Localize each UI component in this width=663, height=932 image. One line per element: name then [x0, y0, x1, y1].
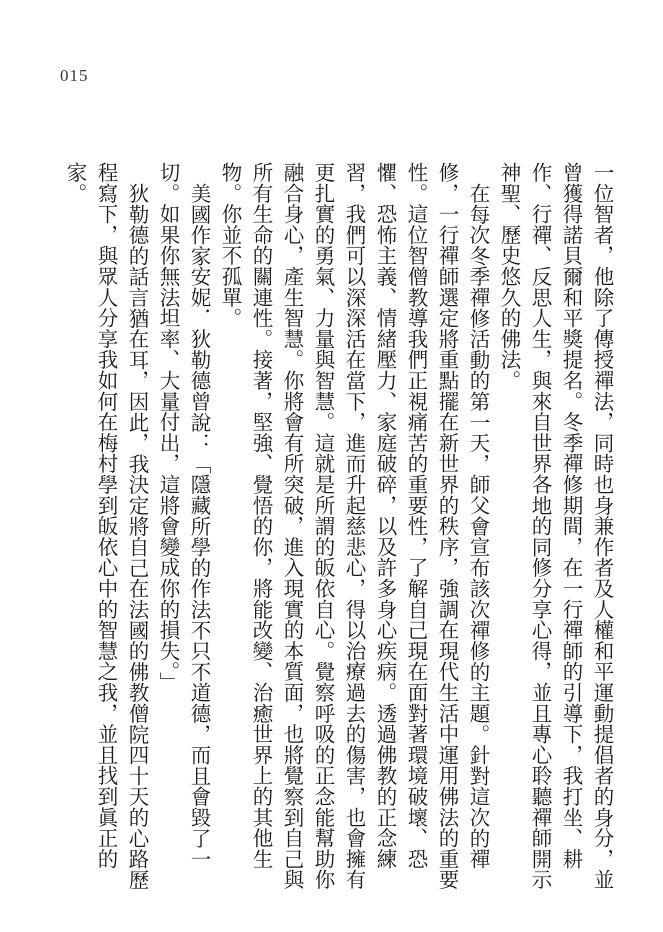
page-number: 015 — [60, 66, 89, 85]
paragraph-3: 美國作家安妮．狄勒德曾說：「隱藏所學的作法不只不道德，而且會毀了一切。如果你無法坦率、大量付出，這將會變成你的損失。」 — [156, 162, 211, 869]
body-text — [59, 162, 617, 902]
paragraph-1: 一位智者，他除了傳授禪法，同時也身兼作者及人權和平運動提倡者的身分，並曾獲得諾貝爾和平獎提名。冬季禪修期間，在一行禪師的引導下，我打坐、耕作、行禪、反思人生，與來自世界各地的同修分享心得，並且專心聆聽禪師開示神聖、歷史悠久的佛法。 — [497, 162, 614, 890]
paragraph-2: 在每次冬季禪修活動的第一天，師父會宣布該次禪修的主題。針對這次的禪修，一行禪師選定將重點擺在新世界的秩序，強調在現代生活中運用佛法的重要性。這位智僧教導我們正視痛苦的重要性，了解自己現在面對著環境破壞、恐懼、恐怖主義、情緒壓力、家庭破碎，以及許多身心疾病。透過佛教的正念練習，我們可以深深活在當下，進而升起慈悲心，得以治療過去的傷害，也會擁有更扎實的勇氣、力量與智慧。這就是所謂的皈依自心。覺察呼吸的正念能幫助你融合身心，產生智慧。你將會有所突破，進入現實的本質面，也將覺察到自己與所有生命的關連性。接著，堅強、覺悟的你，將能改變、治癒世界上的其他生物。你並不孤單。 — [218, 162, 490, 890]
paragraph-4: 狄勒德的話言猶在耳，因此，我決定將自己在法國的佛教僧院四十天的心路歷程寫下，與眾人分享我如何在梅村學到皈依心中的智慧之我，並且找到眞正的家。 — [63, 162, 149, 890]
